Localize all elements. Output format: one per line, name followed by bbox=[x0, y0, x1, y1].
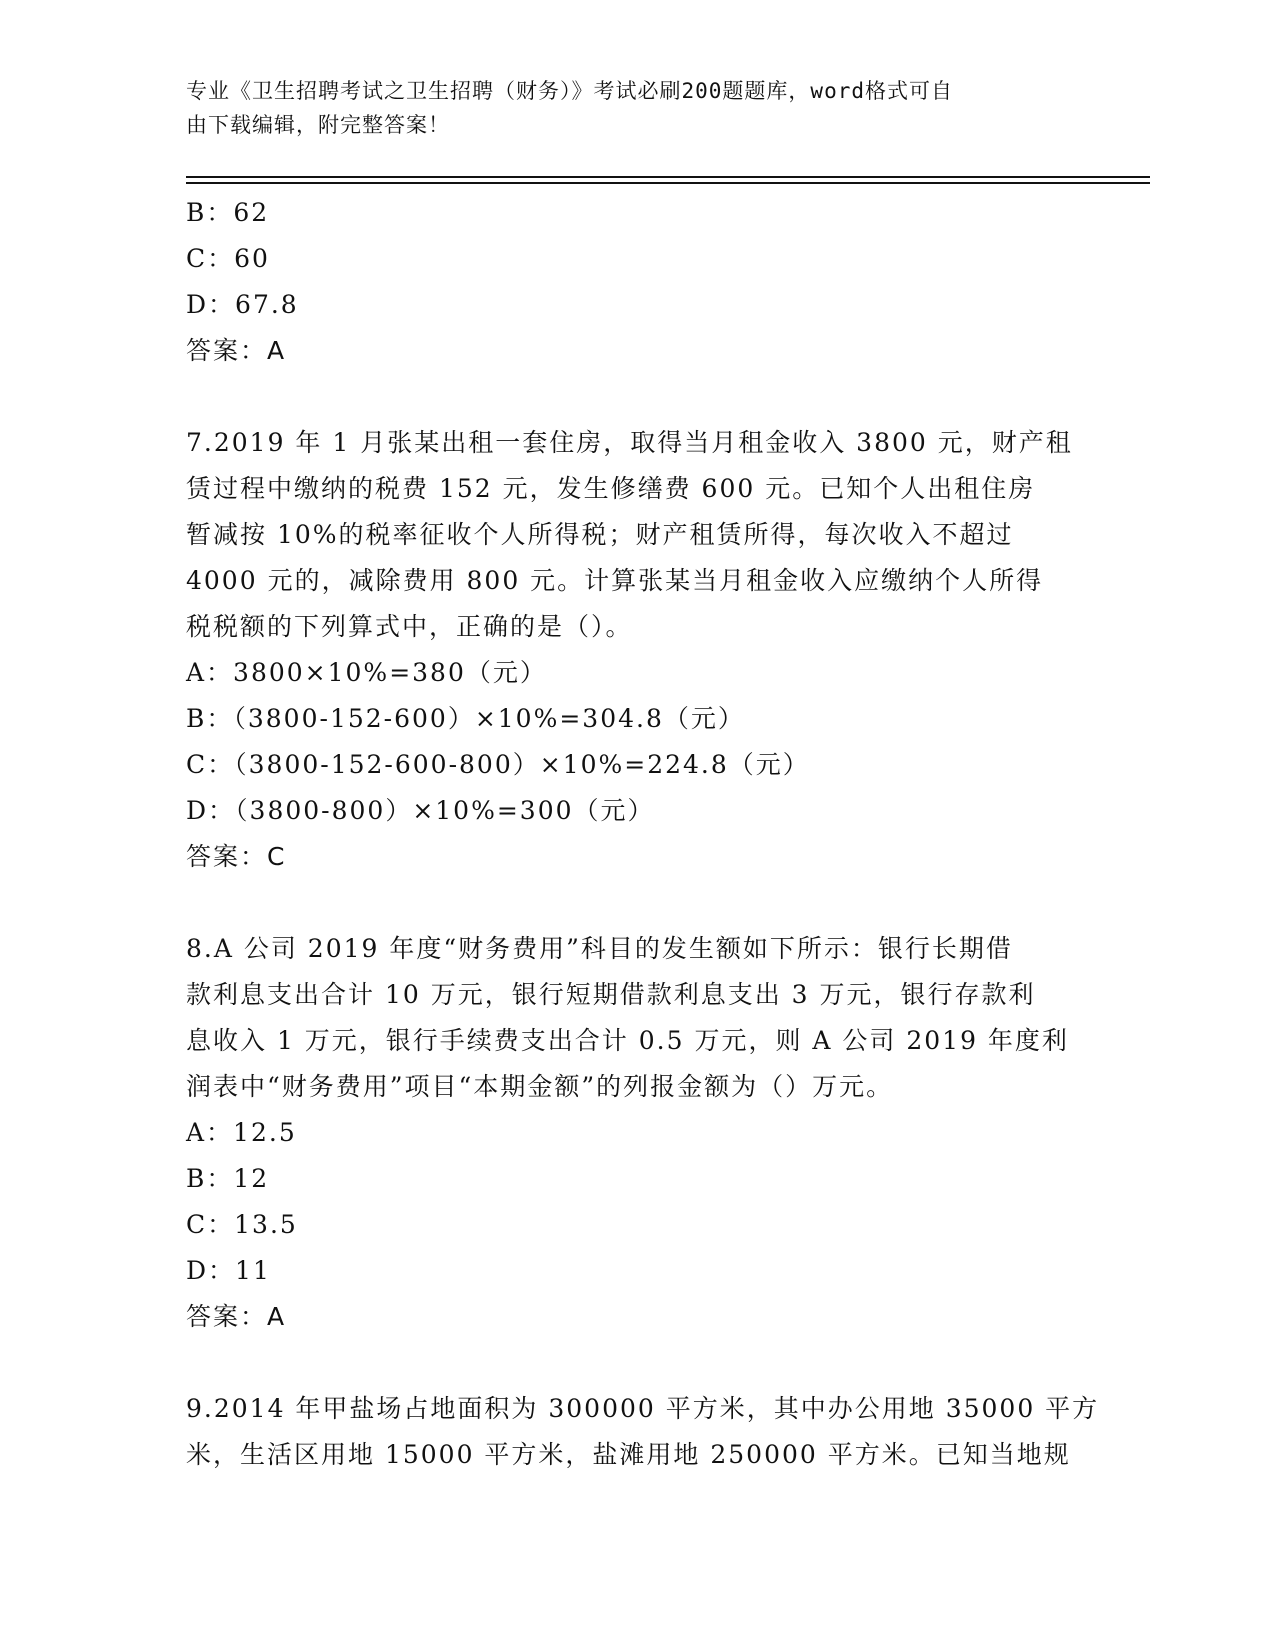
option-b: B：12 bbox=[186, 1164, 270, 1193]
option-b: B：62 bbox=[186, 198, 270, 227]
spacer bbox=[186, 880, 1086, 926]
option-d: D：11 bbox=[186, 1256, 271, 1285]
question-7 bbox=[186, 420, 1086, 880]
question-text-line: 润表中“财务费用”项目“本期金额”的列报金额为（）万元。 bbox=[186, 1072, 894, 1101]
header-line-1: 专业《卫生招聘考试之卫生招聘（财务）》考试必刷200题题库，word格式可自 bbox=[186, 79, 953, 103]
spacer bbox=[186, 1340, 1086, 1386]
question-8 bbox=[186, 926, 1086, 1340]
option-d: D：67.8 bbox=[186, 290, 299, 319]
question-9 bbox=[186, 1386, 1100, 1478]
document-body bbox=[186, 190, 1100, 1478]
question-6-tail bbox=[186, 190, 1086, 374]
question-text-line: 米，生活区用地 15000 平方米，盐滩用地 250000 平方米。已知当地规 bbox=[186, 1440, 1071, 1469]
answer-line: 答案：C bbox=[186, 842, 287, 871]
question-text-line: 9.2014 年甲盐场占地面积为 300000 平方米，其中办公用地 35000 平方 bbox=[186, 1394, 1100, 1423]
option-a: A：3800×10%=380（元） bbox=[186, 658, 547, 687]
question-text-line: 4000 元的，减除费用 800 元。计算张某当月租金收入应缴纳个人所得 bbox=[186, 566, 1044, 595]
spacer bbox=[186, 374, 1086, 420]
answer-line: 答案：A bbox=[186, 1302, 287, 1331]
answer-line: 答案：A bbox=[186, 336, 287, 365]
option-c: C：60 bbox=[186, 244, 270, 273]
option-a: A：12.5 bbox=[186, 1118, 297, 1147]
question-text-line: 8.A 公司 2019 年度“财务费用”科目的发生额如下所示：银行长期借 bbox=[186, 934, 1013, 963]
header-divider-bottom bbox=[186, 182, 1150, 184]
question-text-line: 款利息支出合计 10 万元，银行短期借款利息支出 3 万元，银行存款利 bbox=[186, 980, 1036, 1009]
option-c: C：13.5 bbox=[186, 1210, 298, 1239]
question-text-line: 息收入 1 万元，银行手续费支出合计 0.5 万元，则 A 公司 2019 年度利 bbox=[186, 1026, 1069, 1055]
option-c: C：（3800-152-600-800）×10%=224.8（元） bbox=[186, 750, 810, 779]
option-b: B：（3800-152-600）×10%=304.8（元） bbox=[186, 704, 745, 733]
option-d: D：（3800-800）×10%=300（元） bbox=[186, 796, 655, 825]
question-text-line: 7.2019 年 1 月张某出租一套住房，取得当月租金收入 3800 元，财产租 bbox=[186, 428, 1073, 457]
question-text-line: 赁过程中缴纳的税费 152 元，发生修缮费 600 元。已知个人出租住房 bbox=[186, 474, 1036, 503]
question-text-line: 税税额的下列算式中，正确的是（）。 bbox=[186, 612, 633, 641]
question-text-line: 暂减按 10%的税率征收个人所得税；财产租赁所得，每次收入不超过 bbox=[186, 520, 1014, 549]
document-header bbox=[186, 74, 1086, 142]
header-divider-top bbox=[186, 176, 1150, 178]
header-line-2: 由下载编辑，附完整答案！ bbox=[186, 113, 450, 137]
